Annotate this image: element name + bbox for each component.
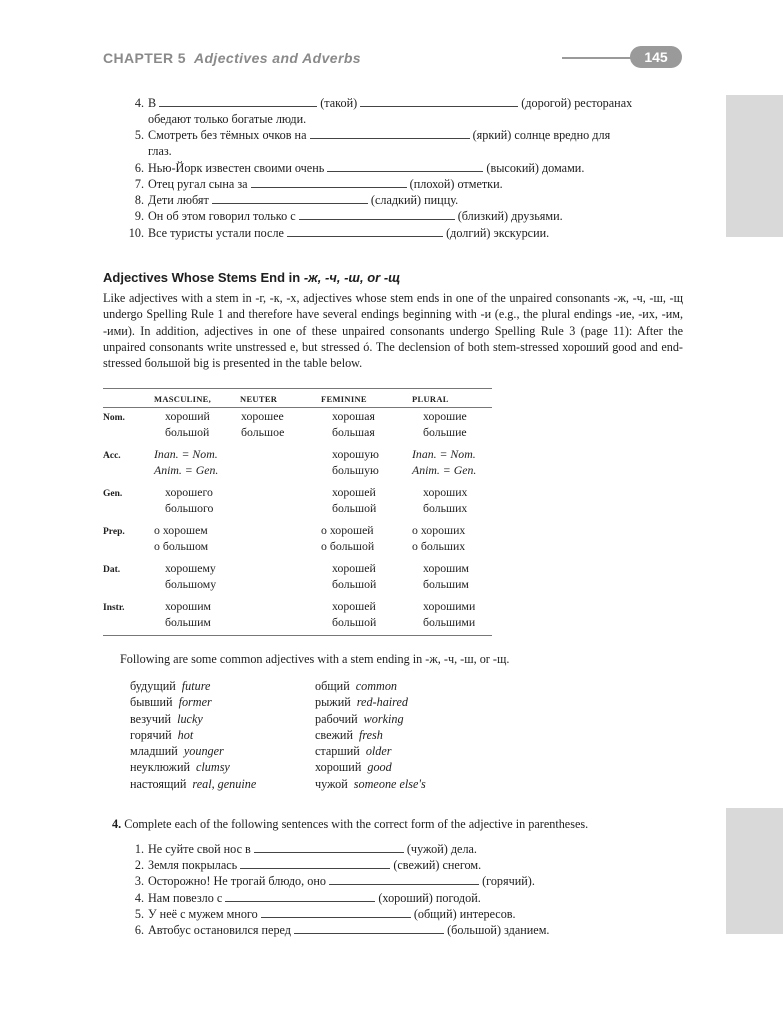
exercise-item: 4. В (такой) (дорогой) ресторанах обедают только богатые люди. (134, 96, 633, 126)
table-row (103, 408, 492, 442)
task-instruction: 4. Complete each of the following sentences with the correct form of the adjective in parentheses. (112, 817, 589, 831)
masculine-cell: хорошему большому (165, 561, 217, 591)
column-header: MASCULINE, (154, 394, 212, 404)
list-item: бывший former (130, 695, 212, 710)
feminine-cell: хорошей большой (332, 485, 377, 515)
table-rule-top (103, 388, 492, 389)
list-item: рыжий red-haired (315, 695, 408, 710)
list-item: настоящий real, genuine (130, 776, 257, 791)
plural-cell: хорошими большими (423, 599, 476, 629)
list-item: рабочий working (315, 711, 404, 726)
common-adjectives-intro: Following are some common adjectives with a stem ending in -ж, -ч, -ш, or -щ. (120, 652, 510, 666)
answer-blank[interactable] (310, 127, 470, 139)
plural-cell: хорошие большие (423, 409, 467, 439)
table-row (103, 560, 492, 594)
list-item: общий common (315, 679, 398, 693)
list-item: хороший good (315, 760, 392, 775)
adjective-list-right (315, 678, 426, 792)
side-tab-bottom (726, 808, 783, 934)
table-row (103, 598, 492, 632)
adjective-list-left (130, 678, 256, 792)
plural-cell: Inan. = Nom. Anim. = Gen. (412, 447, 477, 477)
case-label: Instr. (103, 603, 125, 613)
answer-blank[interactable] (329, 873, 479, 885)
list-item: неуклюжий clumsy (130, 760, 230, 775)
column-header: FEMININE (321, 394, 367, 404)
answer-blank[interactable] (159, 95, 317, 107)
feminine-cell: хорошую большую (332, 447, 379, 477)
case-label: Nom. (103, 413, 125, 423)
list-item: горячий hot (130, 727, 194, 742)
answer-blank[interactable] (212, 192, 368, 204)
chapter-title: Adjectives and Adverbs (193, 50, 361, 66)
plural-cell: хороших больших (423, 485, 468, 515)
plural-cell: о хороших о больших (412, 523, 466, 553)
column-header: NEUTER (240, 394, 278, 404)
chapter-number: CHAPTER 5 (103, 50, 186, 66)
list-item: везучий lucky (130, 711, 203, 726)
answer-blank[interactable] (261, 906, 411, 918)
list-item: свежий fresh (315, 727, 383, 742)
table-rule-bottom (103, 635, 492, 636)
answer-blank[interactable] (327, 160, 483, 172)
answer-blank[interactable] (251, 176, 407, 188)
answer-blank[interactable] (240, 857, 390, 869)
masculine-cell: хорошего большого (165, 485, 214, 515)
masculine-cell: Inan. = Nom. Anim. = Gen. (154, 447, 219, 477)
feminine-cell: хорошая большая (332, 409, 375, 439)
answer-blank[interactable] (360, 95, 518, 107)
answer-blank[interactable] (294, 922, 444, 934)
side-tab-top (726, 95, 783, 237)
neuter-cell: хорошее большое (241, 409, 285, 439)
answer-blank[interactable] (299, 208, 455, 220)
list-item: младший younger (130, 744, 224, 759)
feminine-cell: о хорошей о большой (321, 523, 375, 553)
masculine-cell: о хорошем о большом (154, 523, 209, 553)
feminine-cell: хорошей большой (332, 561, 377, 591)
answer-blank[interactable] (225, 890, 375, 902)
table-row (103, 484, 492, 518)
answer-blank[interactable] (287, 225, 443, 237)
table-row (103, 446, 492, 480)
masculine-cell: хороший большой (165, 409, 210, 439)
section-title: Adjectives Whose Stems End in -ж, -ч, -ш, or -щ (103, 270, 401, 285)
case-label: Gen. (103, 489, 123, 499)
plural-cell: хорошим большим (423, 561, 470, 591)
chapter-header (103, 50, 361, 66)
exercise-item: 5. Смотреть без тёмных очков на (яркий) солнце вредно для глаз. (134, 128, 611, 158)
answer-blank[interactable] (254, 841, 404, 853)
case-label: Acc. (103, 451, 121, 461)
feminine-cell: хорошей большой (332, 599, 377, 629)
section-paragraph: Like adjectives with a stem in -г, -к, -х, adjectives whose stem ends in one of the unpaired consonants -ж, -ч, -ш, -щ undergo Spelling Rule 1 and therefore have several endings beginning with -и (e.g., the plural endings -ие, -их, -им, -ими). In addition, adjectives in one of these unpaired consonants undergo Spelling Rule 3 (page 11): After the unpaired consonants write unstressed е, but stressed ó. The declension of both stem-stressed хороший good and end-stressed большой big is presented in the table below. (103, 291, 683, 371)
page-number: 145 (630, 46, 682, 68)
masculine-cell: хорошим большим (165, 599, 212, 629)
list-item: чужой someone else's (315, 776, 426, 791)
case-label: Prep. (103, 527, 125, 537)
list-item: будущий future (130, 679, 211, 693)
column-header: PLURAL (412, 394, 449, 404)
table-row (103, 522, 492, 556)
list-item: старший older (315, 744, 392, 759)
case-label: Dat. (103, 565, 121, 575)
